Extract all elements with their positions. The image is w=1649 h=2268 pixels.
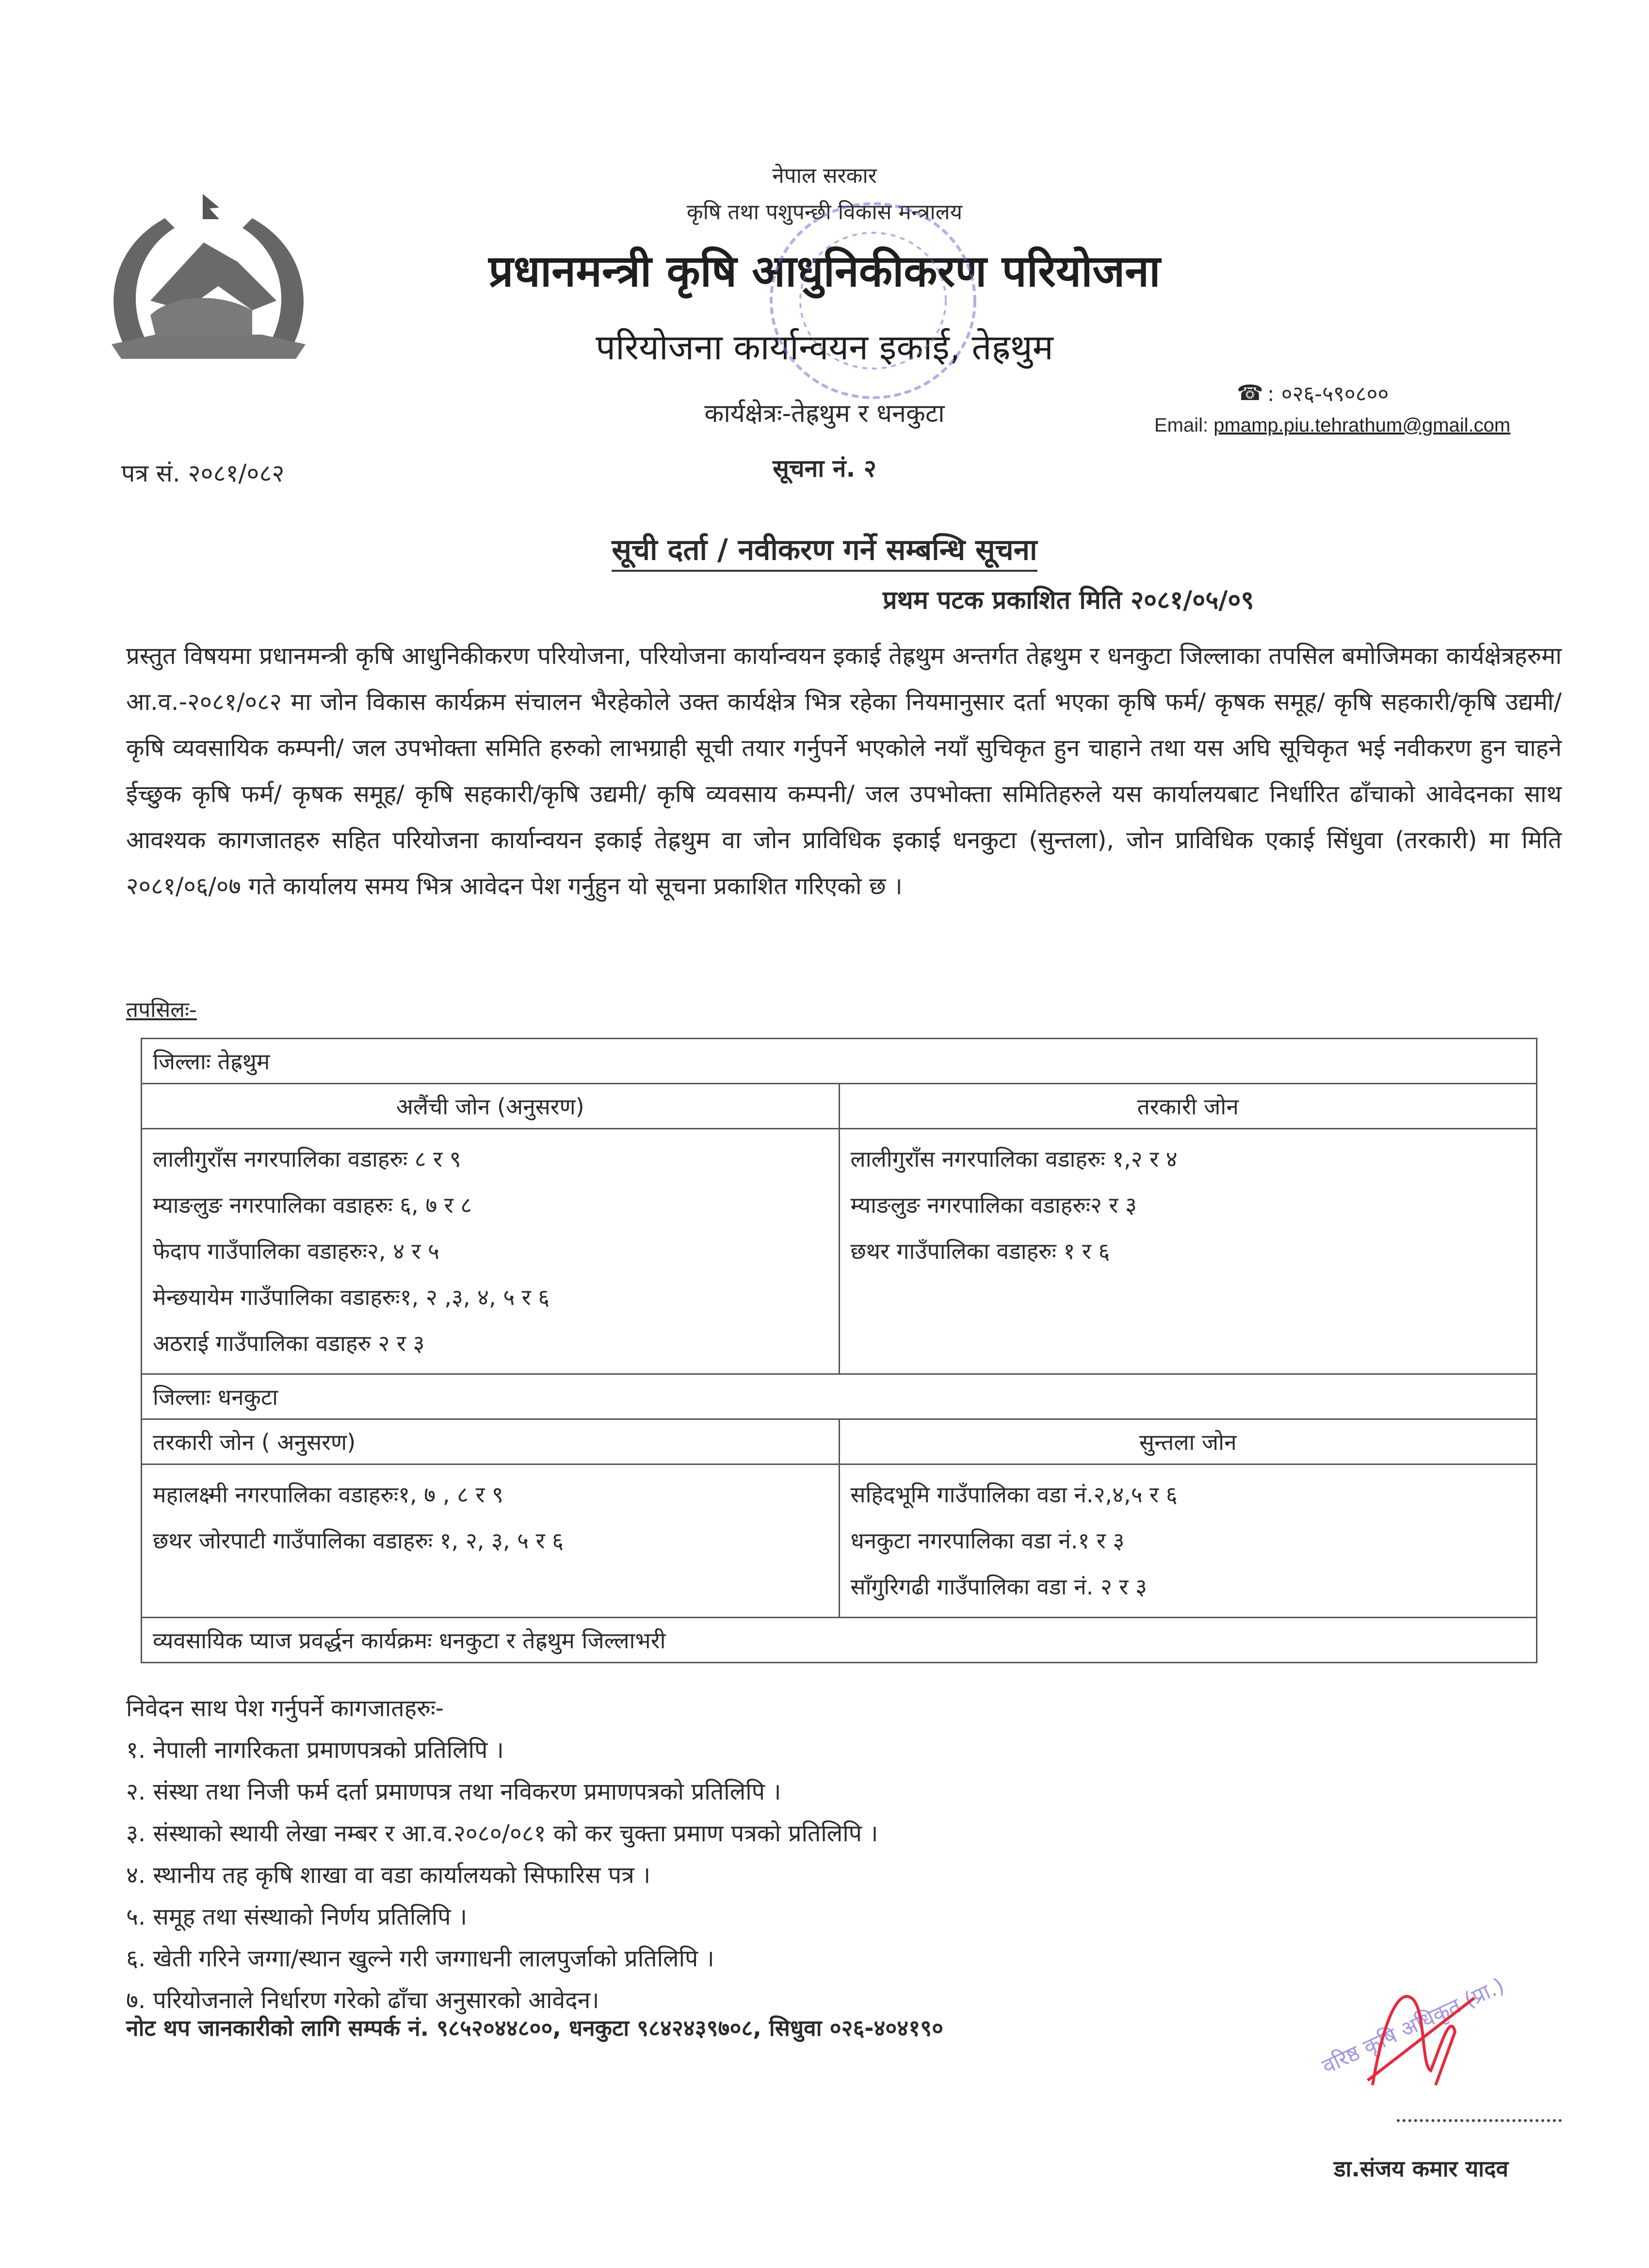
ward-item: धनकुटा नगरपालिका वडा नं.१ र ३ — [850, 1528, 1125, 1554]
ward-item: छथर गाउँपालिका वडाहरुः १ र ६ — [850, 1238, 1110, 1264]
notice-body: प्रस्तुत विषयमा प्रधानमन्त्री कृषि आधुनिकीकरण परियोजना, परियोजना कार्यान्वयन इकाई तेह्रथुम अन्तर्गत तेह्रथुम र धनकुटा जिल्लाका तपसिल बमोजिमका कार्यक्षेत्रहरुमा आ.व.-२०८१/०८२ मा जोन विकास कार्यक्रम संचालन भैरहेकोले उक्त कार्यक्षेत्र भित्र रहेका नियमानुसार दर्ता भएका कृषि फर्म/ कृषक समूह/ कृषि सहकारी/कृषि उद्यमी/ कृषि व्यवसायिक कम्पनी/ जल उपभोक्ता समिति हरुको लाभग्राही सूची तयार गर्नुपर्ने भएकोले नयाँ सुचिकृत हुन चाहाने तथा यस अघि सूचिकृत भई नवीकरण हुन चाहने ईच्छुक कृषि फर्म/ कृषक समूह/ कृषि सहकारी/कृषि उद्यमी/ कृषि व्यवसाय कम्पनी/ जल उपभोक्ता समितिहरुले यस कार्यालयबाट निर्धारित ढाँचाको आवेदनका साथ आवश्यक कागजातहरु सहित परियोजना कार्यान्वयन इकाई तेह्रथुम वा जोन प्राविधिक इकाई धनकुटा (सुन्तला), जोन प्राविधिक एकाई सिंधुवा (तरकारी) मा मिति २०८१/०६/०७ गते कार्यालय समय भित्र आवेदन पेश गर्नुहुन यो सूचना प्रकाशित गरिएको छ । — [126, 642, 1562, 900]
details-label: तपसिलः- — [126, 997, 197, 1022]
office-stamp — [757, 189, 989, 412]
letter-number: पत्र सं. २०८१/०८२ — [121, 459, 285, 487]
district-row — [142, 1039, 1537, 1084]
onion-program: व्यवसायिक प्याज प्रवर्द्धन कार्यक्रमः धनकुटा र तेह्रथुम जिल्लाभरी — [142, 1618, 1537, 1663]
document-item: १. नेपाली नागरिकता प्रमाणपत्रको प्रतिलिपि । — [126, 1737, 504, 1764]
ward-item: मेन्छयायेम गाउँपालिका वडाहरुः१, २ ,३, ४, ५ र ६ — [153, 1284, 550, 1310]
zone-wards — [142, 1464, 840, 1618]
zone-wards — [839, 1129, 1537, 1374]
district-row — [142, 1374, 1537, 1419]
district-name: जिल्लाः धनकुटा — [142, 1374, 1537, 1419]
zone-wards — [839, 1464, 1537, 1618]
onion-program-row — [142, 1618, 1537, 1663]
zone-title: तरकारी जोन ( अनुसरण) — [142, 1419, 840, 1464]
zone-header-row — [142, 1419, 1537, 1464]
document-item: ४. स्थानीय तह कृषि शाखा वा वडा कार्यालयको सिफारिस पत्र । — [126, 1862, 651, 1889]
unit-name: परियोजना कार्यान्वयन इकाई, तेह्रथुम — [596, 327, 1053, 368]
zone-title: सुन्तला जोन — [839, 1419, 1537, 1464]
government-name: नेपाल सरकार — [772, 163, 877, 188]
document-item: ५. समूह तथा संस्थाको निर्णय प्रतिलिपि । — [126, 1903, 468, 1930]
ward-item: महालक्ष्मी नगरपालिका वडाहरुः१, ७ , ८ र ९ — [153, 1481, 503, 1508]
zone-table — [141, 1038, 1537, 1663]
ward-item: म्याङलुङ नगरपालिका वडाहरुः ६, ७ र ८ — [153, 1192, 472, 1218]
stamp-text: वरिष्ठ कृषि अधिकृत (प्रा.) — [1318, 1973, 1508, 2079]
project-title: प्रधानमन्त्री कृषि आधुनिकीकरण परियोजना — [488, 246, 1161, 297]
signatory-name: डा.संजय कमार यादव — [1334, 2155, 1509, 2182]
document-item: २. संस्था तथा निजी फर्म दर्ता प्रमाणपत्र तथा नविकरण प्रमाणपत्रको प्रतिलिपि । — [126, 1778, 781, 1805]
zone-wards-row — [142, 1464, 1537, 1618]
email-label: Email: — [1154, 415, 1209, 436]
ward-item: अठराई गाउँपालिका वडाहरु २ र ३ — [153, 1330, 425, 1356]
ward-item: सहिदभूमि गाउँपालिका वडा नं.२,४,५ र ६ — [850, 1481, 1178, 1508]
ward-item: साँगुरिगढी गाउँपालिका वडा नं. २ र ३ — [850, 1574, 1147, 1600]
work-area: कार्यक्षेत्रः-तेह्रथुम र धनकुटा — [704, 399, 945, 428]
required-documents — [126, 1688, 878, 2021]
email-contact — [1154, 415, 1510, 436]
ministry-name: कृषि तथा पशुपन्छी विकास मन्त्रालय — [686, 200, 963, 225]
zone-wards-row — [142, 1129, 1537, 1374]
phone-number: : ०२६-५९०८०० — [1267, 382, 1389, 406]
email-link[interactable]: pmamp.piu.tehrathum@gmail.com — [1213, 415, 1511, 436]
notice-subject-text: सूची दर्ता / नवीकरण गर्ने सम्बन्धि सूचना — [612, 533, 1037, 572]
document-item: ७. परियोजनाले निर्धारण गरेको ढाँचा अनुसारको आवेदन। — [126, 1987, 599, 2014]
ward-item: छथर जोरपाटी गाउँपालिका वडाहरुः १, २, ३, ५ र ६ — [153, 1528, 564, 1554]
zone-wards — [142, 1129, 840, 1374]
district-name: जिल्लाः तेह्रथुम — [142, 1039, 1537, 1084]
phone-contact — [1237, 378, 1389, 407]
documents-heading: निवेदन साथ पेश गर्नुपर्ने कागजातहरुः- — [126, 1695, 444, 1722]
signature-line — [1397, 2119, 1562, 2122]
ward-item: म्याङलुङ नगरपालिका वडाहरुः२ र ३ — [850, 1192, 1137, 1218]
telephone-icon: ☎ — [1237, 380, 1263, 405]
document-item: ३. संस्थाको स्थायी लेखा नम्बर र आ.व.२०८०/०८१ को कर चुक्ता प्रमाण पत्रको प्रतिलिपि । — [126, 1820, 878, 1847]
first-published-date: प्रथम पटक प्रकाशित मिति २०८१/०५/०९ — [883, 586, 1254, 615]
ward-item: फेदाप गाउँपालिका वडाहरुः२, ४ र ५ — [153, 1238, 439, 1264]
zone-title: तरकारी जोन — [839, 1084, 1537, 1129]
notice-number: सूचना नं. २ — [773, 454, 876, 483]
document-item: ६. खेती गरिने जग्गा/स्थान खुल्ने गरी जग्गाधनी लालपुर्जाको प्रतिलिपि । — [126, 1945, 714, 1972]
signature-stamp — [1300, 1969, 1571, 2095]
zone-header-row — [142, 1084, 1537, 1129]
contact-note: नोट थप जानकारीको लागि सम्पर्क नं. ९८५२०४४८००, धनकुटा ९८४२४३९७०८, सिधुवा ०२६-४०४१९० — [126, 2015, 943, 2041]
zone-title: अलैंची जोन (अनुसरण) — [142, 1084, 840, 1129]
notice-subject — [0, 529, 1649, 568]
ward-item: लालीगुराँस नगरपालिका वडाहरुः १,२ र ४ — [850, 1146, 1178, 1172]
ward-item: लालीगुराँस नगरपालिका वडाहरुः ८ र ९ — [153, 1146, 461, 1172]
